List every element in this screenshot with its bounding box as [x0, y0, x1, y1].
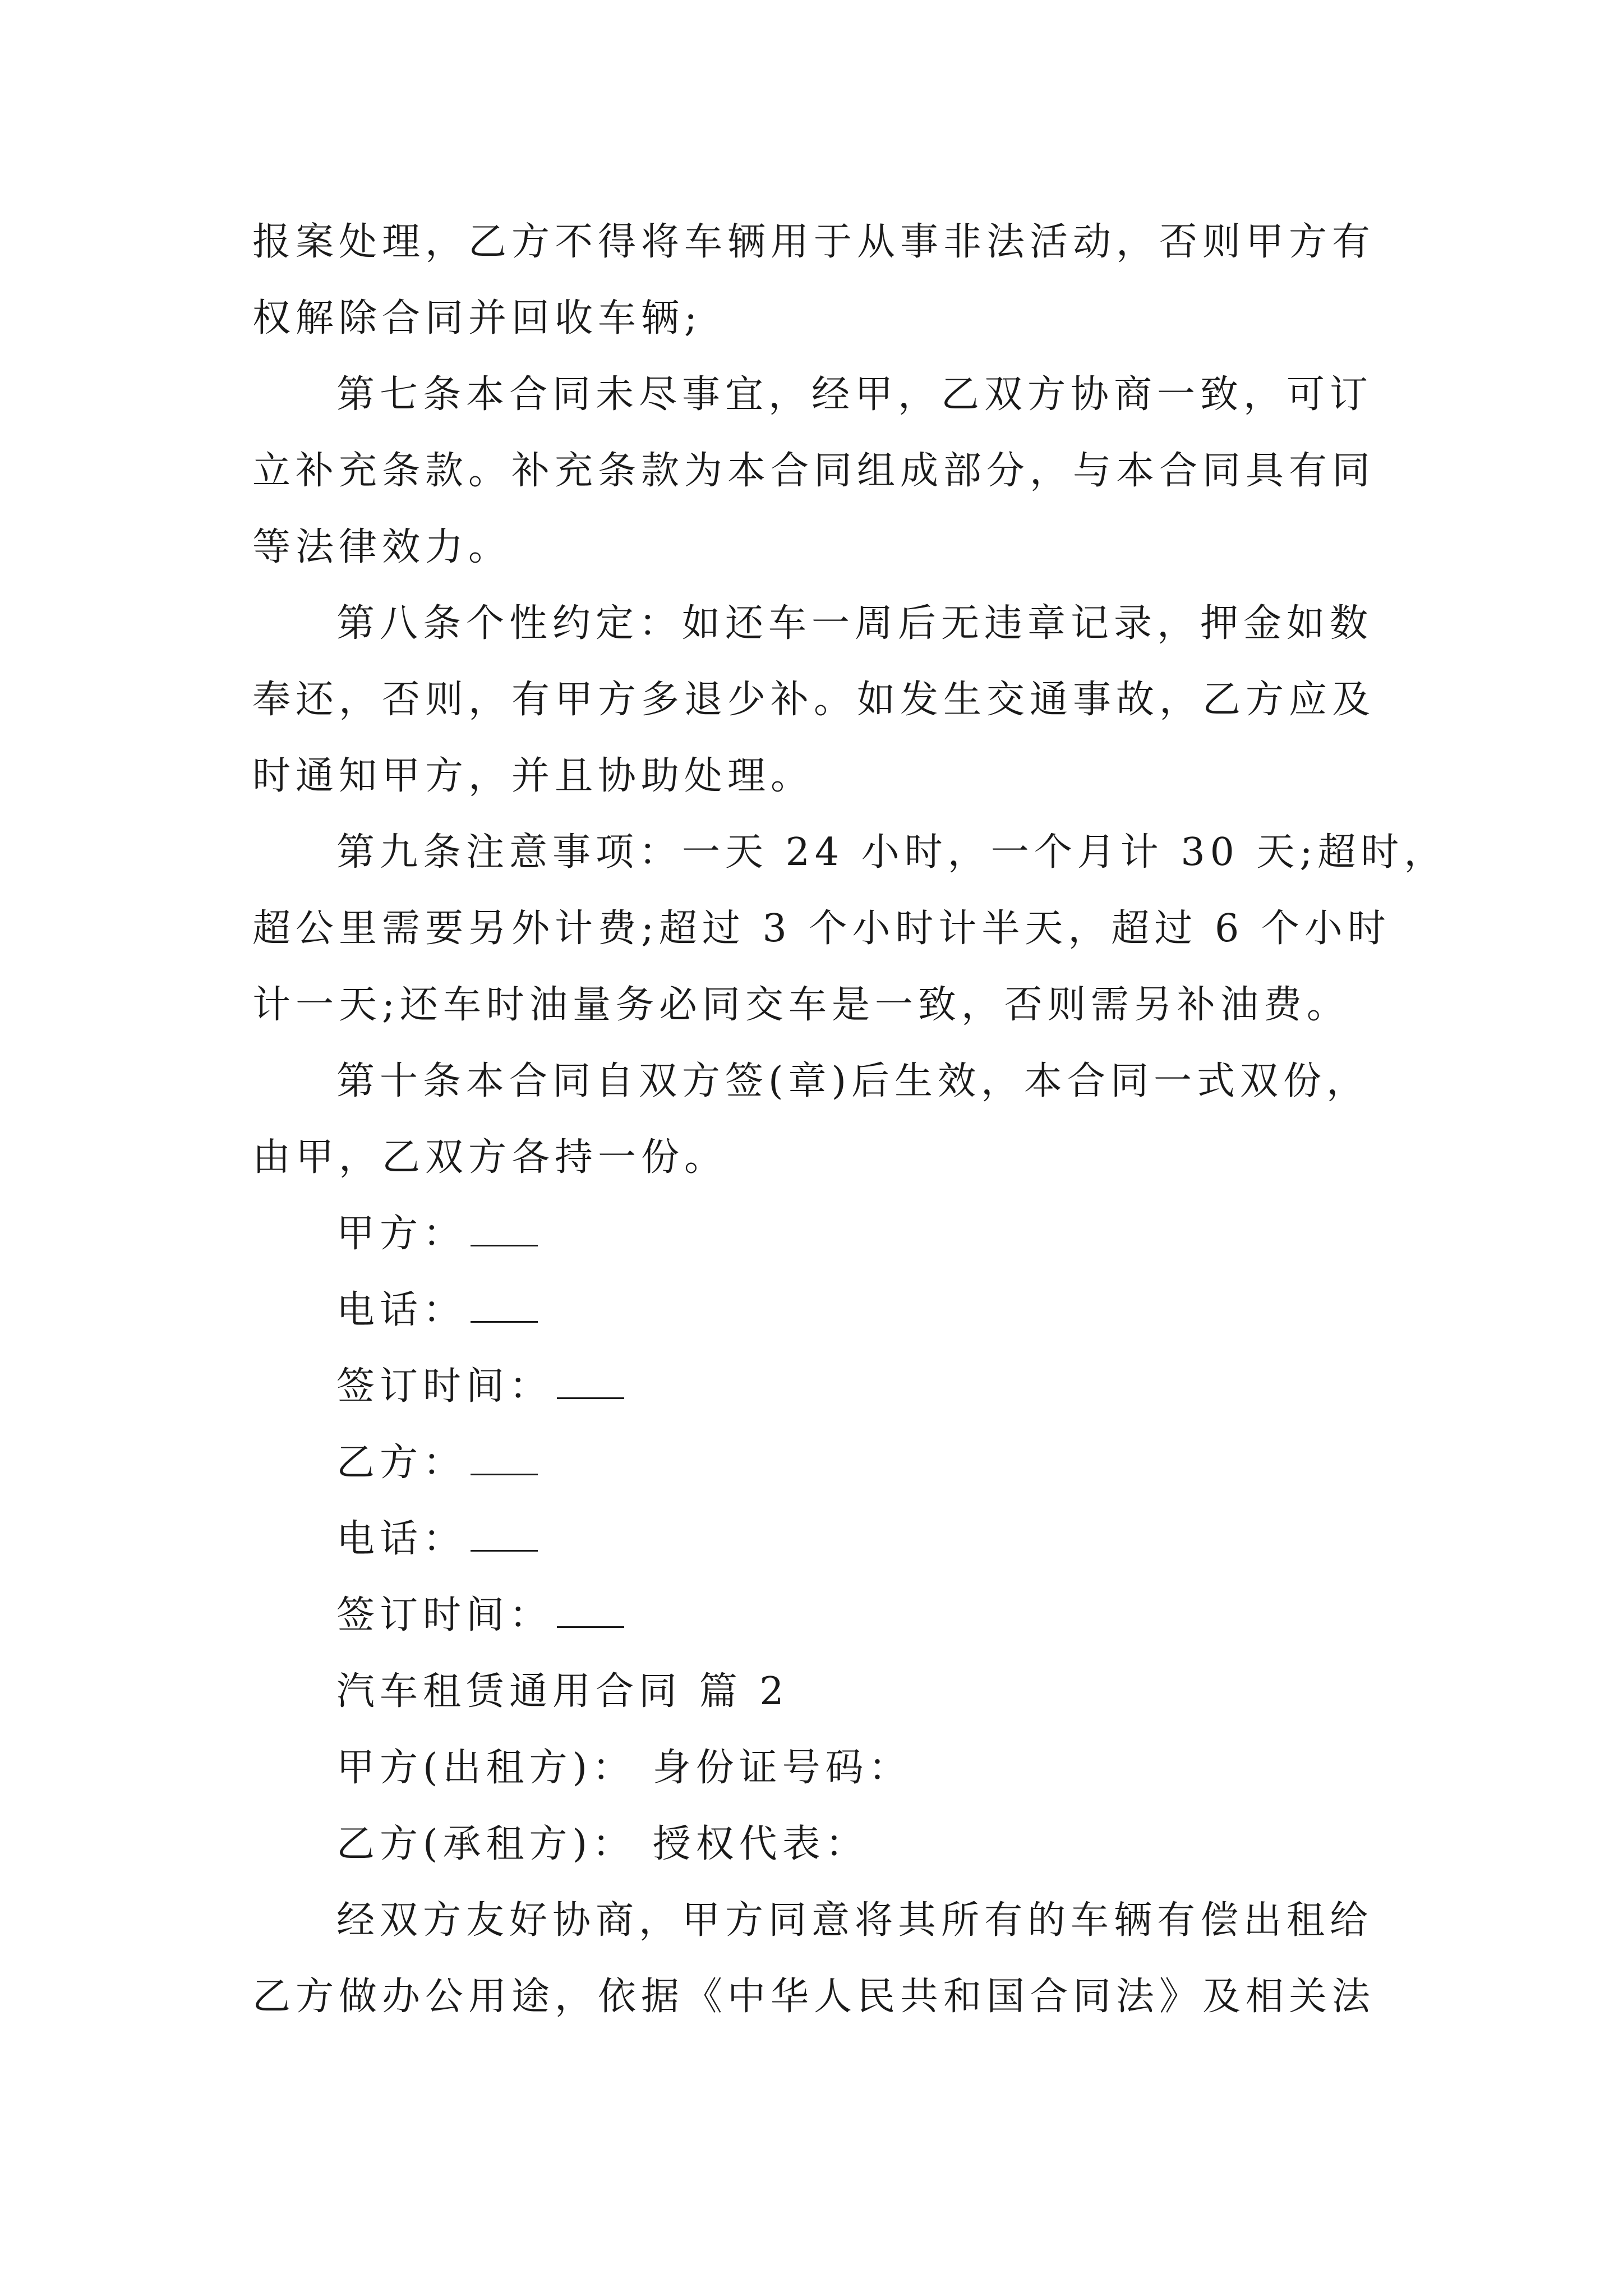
section-2-title: 汽车租赁通用合同 篇 2: [336, 1669, 789, 1714]
lessee-line: 乙方(承租方)： 授权代表：: [336, 1822, 869, 1866]
clause-9-line-2: 超公里需要另外计费;超过 3 个小时计半天，超过 6 个小时: [252, 907, 1391, 951]
party-b-label: 乙方：: [336, 1441, 467, 1485]
date-a-label: 签订时间：: [336, 1364, 553, 1409]
clause-8-line-3: 时通知甲方，并且协助处理。: [252, 754, 814, 798]
phone-a-line: [336, 1288, 538, 1333]
party-b-signature-line: [336, 1441, 538, 1485]
party-a-signature-line: [336, 1212, 538, 1257]
date-a-line: [336, 1364, 624, 1409]
party-a-blank: [471, 1213, 538, 1246]
phone-b-line: [336, 1517, 538, 1562]
clause-8-line-1: 第八条个性约定：如还车一周后无违章记录，押金如数: [336, 601, 1373, 646]
clause-7-line-1: 第七条本合同未尽事宜，经甲，乙双方协商一致，可订: [336, 372, 1373, 417]
clause-10-line-2: 由甲，乙双方各持一份。: [252, 1135, 728, 1180]
lessor-line: 甲方(出租方)： 身份证号码：: [336, 1746, 912, 1790]
date-b-blank: [557, 1595, 624, 1628]
phone-a-blank: [471, 1290, 538, 1323]
clause-6-continuation-line-2: 权解除合同并回收车辆;: [252, 296, 702, 341]
clause-6-continuation-line-1: 报案处理，乙方不得将车辆用于从事非法活动，否则甲方有: [252, 220, 1376, 264]
phone-b-label: 电话：: [336, 1517, 467, 1561]
clause-10-line-1: 第十条本合同自双方签(章)后生效，本合同一式双份，: [336, 1059, 1370, 1103]
clause-9-line-1: 第九条注意事项：一天 24 小时，一个月计 30 天;超时，: [336, 830, 1447, 875]
date-b-label: 签订时间：: [336, 1593, 553, 1637]
date-b-line: [336, 1593, 624, 1638]
clause-8-line-2: 奉还，否则，有甲方多退少补。如发生交通事故，乙方应及: [252, 678, 1376, 722]
phone-a-label: 电话：: [336, 1288, 467, 1332]
intro-line-1: 经双方友好协商，甲方同意将其所有的车辆有偿出租给: [336, 1898, 1373, 1943]
clause-9-line-3: 计一天;还车时油量务必同交车是一致，否则需另补油费。: [252, 983, 1350, 1027]
document-page: [252, 0, 1447, 2296]
date-a-blank: [557, 1366, 624, 1399]
party-a-label: 甲方：: [336, 1212, 467, 1256]
party-b-blank: [471, 1442, 538, 1475]
clause-7-line-2: 立补充条款。补充条款为本合同组成部分，与本合同具有同: [252, 449, 1376, 493]
intro-line-2: 乙方做办公用途，依据《中华人民共和国合同法》及相关法: [252, 1975, 1376, 2019]
phone-b-blank: [471, 1519, 538, 1552]
clause-7-line-3: 等法律效力。: [252, 525, 512, 569]
